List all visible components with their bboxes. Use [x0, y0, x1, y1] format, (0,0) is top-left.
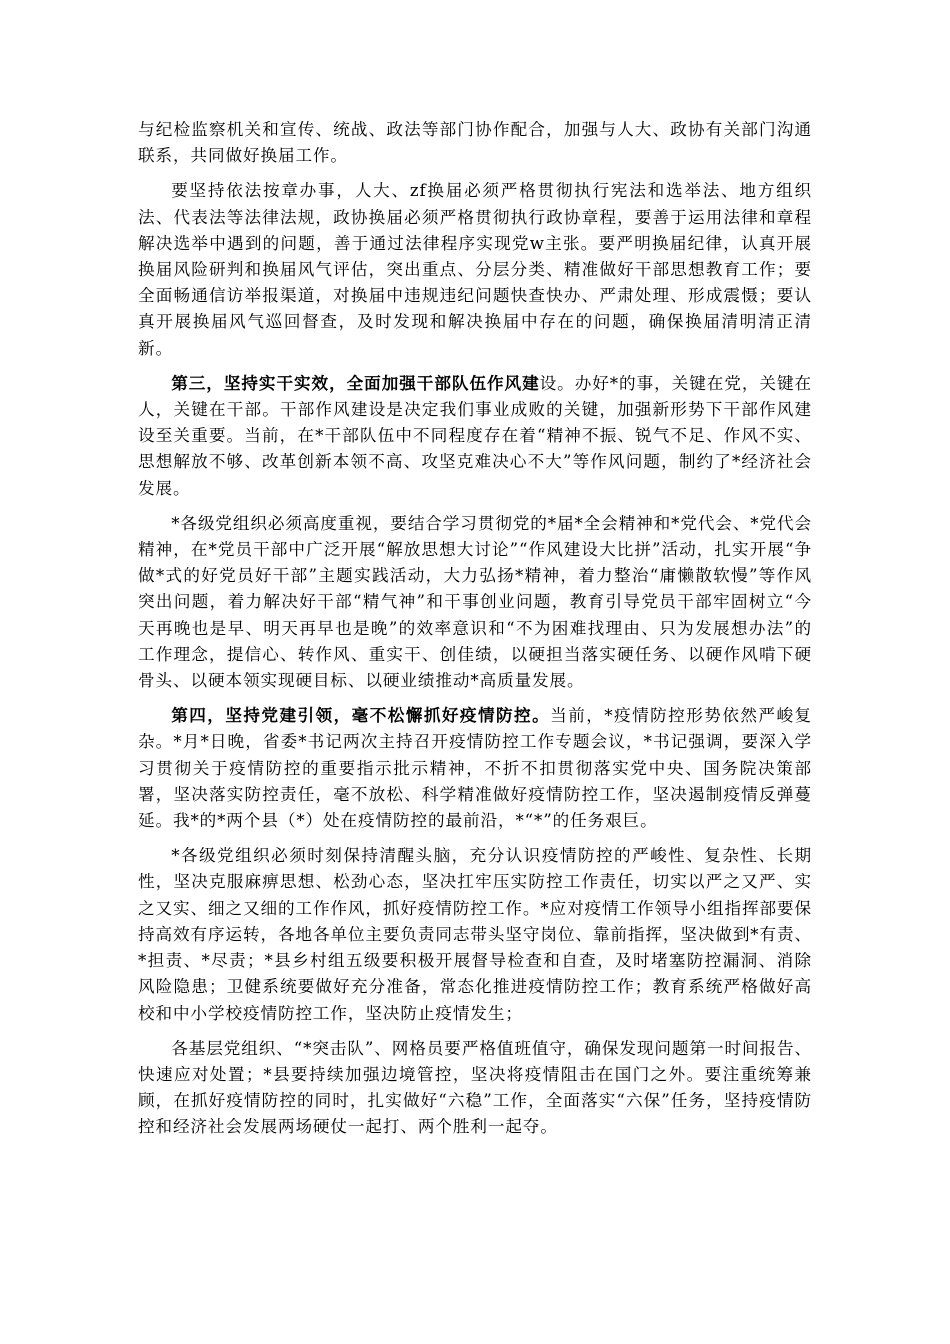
paragraph-3-text: 设。办好*的事，关键在党，关键在人，关键在干部。干部作风建设是决定我们事业成败的关键，加强新形势下干部作风建设至关重要。当前，在*干部队伍中不同程度存在着“精神不振、锐气不足、作风不实、思想解放不够、改革创新本领不高、攻坚克难决心不大”等作风问题，制约了*经济社会发展。	[138, 373, 812, 498]
paragraph-2-text: 要坚持依法按章办事，人大、zf换届必须严格贯彻执行宪法和选举法、地方组织法、代表法等法律法规，政协换届必须严格贯彻执行政协章程，要善于运用法律和章程解决选举中遇到的问题，善于通过法律程序实现党w主张。要严明换届纪律，认真开展换届风险研判和换届风气评估，突出重点、分层分类、精准做好干部思想教育工作；要全面畅通信访举报渠道，对换届中违规违纪问题快查快办、严肃处理、形成震慑；要认真开展换届风气巡回督查，及时发现和解决换届中存在的问题，确保换届清明清正清新。	[138, 181, 812, 358]
paragraph-7-text: 各基层党组织、“*突击队”、网格员要严格值班值守，确保发现问题第一时间报告、快速应对处置；*县要持续加强边境管控，坚决将疫情阻击在国门之外。要注重统筹兼顾，在抓好疫情防控的同时，扎实做好“六稳”工作，全面落实“六保”任务，坚持疫情防控和经济社会发展两场硬仗一起打、两个胜利一起夺。	[138, 1038, 812, 1137]
paragraph-3	[138, 370, 812, 502]
paragraph-3-lead: 第三，坚持实干实效，全面加强干部队伍作风建	[171, 372, 540, 393]
document-body	[138, 116, 812, 1149]
paragraph-6-text: *各级党组织必须时刻保持清醒头脑，充分认识疫情防控的严峻性、复杂性、长期性，坚决克服麻痹思想、松劲心态，坚决扛牢压实防控工作责任，切实以严之又严、实之又实、细之又细的工作作风，抓好疫情防控工作。*应对疫情工作领导小组指挥部要保持高效有序运转，各地各单位主要负责同志带头坚守岗位、靠前指挥，坚决做到*有责、*担责、*尽责；*县乡村组五级要积极开展督导检查和自查，及时堵塞防控漏洞、消除风险隐患；卫健系统要做好充分准备，常态化推进疫情防控工作；教育系统严格做好高校和中小学校疫情防控工作，坚决防止疫情发生；	[138, 846, 812, 1023]
paragraph-4-text: *各级党组织必须高度重视，要结合学习贯彻党的*届*全会精神和*党代会、*党代会精神，在*党员干部中广泛开展“解放思想大讨论”“作风建设大比拼”活动，扎实开展“争做*式的好党员好干部”主题实践活动，大力弘扬*精神，着力整治“庸懒散软慢”等作风突出问题，着力解决好干部“精气神”和干事创业问题，教育引导党员干部牢固树立“今天再晚也是早、明天再早也是晚”的效率意识和“不为困难找理由、只为发展想办法”的工作理念，提信心、转作风、重实干、创佳绩，以硬担当落实硬任务、以硬作风啃下硬骨头、以硬本领实现硬目标、以硬业绩推动*高质量发展。	[138, 513, 812, 691]
paragraph-7	[138, 1035, 812, 1141]
paragraph-1	[138, 116, 812, 169]
paragraph-6	[138, 842, 812, 1026]
paragraph-4	[138, 510, 812, 694]
paragraph-5-text: 当前，*疫情防控形势依然严峻复杂。*月*日晚，省委*书记两次主持召开疫情防控工作专题会议，*书记强调，要深入学习贯彻关于疫情防控的重要指示批示精神，不折不扣贯彻落实党中央、国务院决策部署，坚决落实防控责任，毫不放松、科学精准做好疫情防控工作，坚决遏制疫情反弹蔓延。我*的*两个县（*）处在疫情防控的最前沿，*“*”的任务艰巨。	[138, 706, 812, 831]
paragraph-5	[138, 702, 812, 834]
paragraph-2	[138, 177, 812, 361]
paragraph-5-lead: 第四，坚持党建引领，毫不松懈抓好疫情防控。	[171, 705, 551, 726]
paragraph-1-text: 与纪检监察机关和宣传、统战、政法等部门协作配合，加强与人大、政协有关部门沟通联系，共同做好换届工作。	[138, 120, 812, 166]
